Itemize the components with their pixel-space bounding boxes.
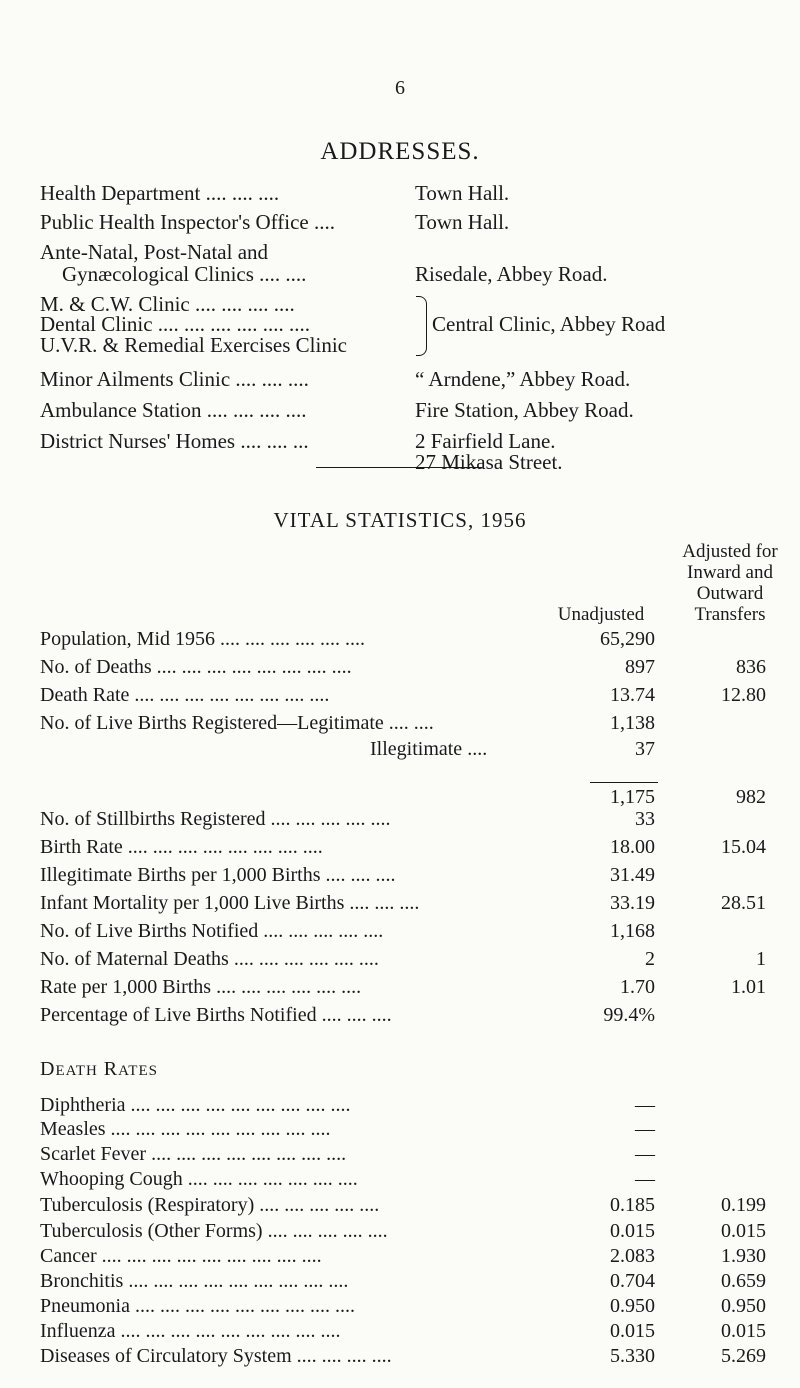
stat-unadjusted: 1,175 <box>610 786 655 808</box>
death-rate-unadjusted: — <box>635 1143 655 1165</box>
stat-label: Infant Mortality per 1,000 Live Births .... .... .... <box>40 892 420 914</box>
stat-unadjusted: 31.49 <box>610 864 655 886</box>
death-rate-unadjusted: 0.015 <box>610 1220 655 1242</box>
address-value: Town Hall. <box>415 181 510 205</box>
death-rate-adjusted: 0.199 <box>721 1194 766 1216</box>
stat-adjusted: 1.01 <box>731 976 766 998</box>
death-rate-label: Diphtheria .... .... .... .... .... .... .... .... .... <box>40 1094 351 1116</box>
death-rate-label: Pneumonia .... .... .... .... .... .... .... .... .... <box>40 1295 355 1317</box>
address-value: 27 Mikasa Street. <box>415 450 563 474</box>
death-rate-label: Diseases of Circulatory System .... .... .... .... <box>40 1345 392 1367</box>
address-label: M. & C.W. Clinic .... .... .... .... <box>40 292 295 316</box>
stat-label: No. of Live Births Notified .... .... .... .... .... <box>40 920 384 942</box>
death-rate-adjusted: 0.015 <box>721 1220 766 1242</box>
address-label: Public Health Inspector's Office .... <box>40 210 335 234</box>
address-value: “ Arndene,” Abbey Road. <box>415 367 631 391</box>
death-rate-unadjusted: — <box>635 1094 655 1116</box>
death-rate-adjusted: 0.659 <box>721 1270 766 1292</box>
stat-adjusted: 12.80 <box>721 684 766 706</box>
address-label: Gynæcological Clinics .... .... <box>62 262 307 286</box>
stat-adjusted: 836 <box>736 656 766 678</box>
stat-unadjusted: 33.19 <box>610 892 655 914</box>
stat-label: Illegitimate Births per 1,000 Births .... .... .... <box>40 864 396 886</box>
address-label: U.V.R. & Remedial Exercises Clinic <box>40 333 347 357</box>
death-rate-label: Whooping Cough .... .... .... .... .... .... .... <box>40 1168 358 1190</box>
column-header-adjusted: Inward and <box>687 562 773 583</box>
stat-label: No. of Stillbirths Registered .... .... .... .... .... <box>40 808 391 830</box>
death-rate-unadjusted: — <box>635 1118 655 1140</box>
stat-adjusted: 28.51 <box>721 892 766 914</box>
address-value: Town Hall. <box>415 210 510 234</box>
death-rate-label: Cancer .... .... .... .... .... .... .... .... .... <box>40 1245 322 1267</box>
stat-label: No. of Deaths .... .... .... .... .... .... .... .... <box>40 656 352 678</box>
addresses-heading: ADDRESSES. <box>320 138 480 165</box>
column-header-adjusted: Adjusted for <box>682 541 778 562</box>
stat-adjusted: 982 <box>736 786 766 808</box>
stat-unadjusted: 897 <box>625 656 655 678</box>
stat-unadjusted: 37 <box>635 738 655 760</box>
stat-label: Percentage of Live Births Notified .... .... .... <box>40 1004 392 1026</box>
column-header-adjusted: Outward <box>696 583 764 604</box>
death-rate-unadjusted: 0.950 <box>610 1295 655 1317</box>
page-number: 6 <box>395 77 405 99</box>
stat-adjusted: 15.04 <box>721 836 766 858</box>
stat-label: No. of Live Births Registered—Legitimate .... .... <box>40 712 434 734</box>
vital-statistics-title: VITAL STATISTICS, 1956 <box>273 508 527 532</box>
death-rate-label: Bronchitis .... .... .... .... .... .... .... .... .... <box>40 1270 349 1292</box>
death-rate-label: Scarlet Fever .... .... .... .... .... .... .... .... <box>40 1143 347 1165</box>
death-rates-heading: DEATH RATES <box>40 1058 158 1080</box>
death-rate-unadjusted: — <box>635 1168 655 1190</box>
address-value: 2 Fairfield Lane. <box>415 429 556 453</box>
address-label: Health Department .... .... .... <box>40 181 280 205</box>
address-value: Fire Station, Abbey Road. <box>415 398 634 422</box>
stat-unadjusted: 65,290 <box>600 628 655 650</box>
section-divider <box>316 467 482 468</box>
address-value: Risedale, Abbey Road. <box>415 262 608 286</box>
death-rate-adjusted: 0.015 <box>721 1320 766 1342</box>
stat-label: Death Rate .... .... .... .... .... .... .... .... <box>40 684 330 706</box>
brace-bracket <box>416 296 427 356</box>
death-rate-unadjusted: 0.015 <box>610 1320 655 1342</box>
stat-label: Rate per 1,000 Births .... .... .... .... .... .... <box>40 976 362 998</box>
stat-unadjusted: 99.4% <box>603 1004 655 1026</box>
address-value: Central Clinic, Abbey Road <box>432 312 666 336</box>
address-label: Dental Clinic .... .... .... .... .... .... <box>40 312 311 336</box>
death-rate-adjusted: 1.930 <box>721 1245 766 1267</box>
stat-unadjusted: 33 <box>635 808 655 830</box>
death-rate-unadjusted: 5.330 <box>610 1345 655 1367</box>
death-rate-label: Tuberculosis (Other Forms) .... .... .... .... .... <box>40 1220 388 1242</box>
stat-unadjusted: 2 <box>645 948 655 970</box>
stat-unadjusted: 1,138 <box>610 712 655 734</box>
address-label: Ambulance Station .... .... .... .... <box>40 398 307 422</box>
stat-unadjusted: 18.00 <box>610 836 655 858</box>
death-rate-unadjusted: 2.083 <box>610 1245 655 1267</box>
address-label: Minor Ailments Clinic .... .... .... <box>40 367 309 391</box>
death-rate-unadjusted: 0.185 <box>610 1194 655 1216</box>
stat-adjusted: 1 <box>756 948 766 970</box>
stat-label: Illegitimate .... <box>370 738 488 760</box>
stat-unadjusted: 13.74 <box>610 684 655 706</box>
address-label: Ante-Natal, Post-Natal and <box>40 240 269 264</box>
address-label: District Nurses' Homes .... .... ... <box>40 429 309 453</box>
stat-unadjusted: 1.70 <box>620 976 655 998</box>
death-rate-label: Measles .... .... .... .... .... .... .... .... .... <box>40 1118 331 1140</box>
stat-label: Population, Mid 1956 .... .... .... .... .... .... <box>40 628 366 650</box>
column-header-adjusted: Transfers <box>694 604 766 625</box>
stat-label: Birth Rate .... .... .... .... .... .... .... .... <box>40 836 323 858</box>
death-rate-label: Tuberculosis (Respiratory) .... .... .... .... .... <box>40 1194 380 1216</box>
death-rate-adjusted: 5.269 <box>721 1345 766 1367</box>
stat-unadjusted: 1,168 <box>610 920 655 942</box>
death-rate-label: Influenza .... .... .... .... .... .... .... .... .... <box>40 1320 341 1342</box>
death-rate-unadjusted: 0.704 <box>610 1270 655 1292</box>
death-rate-adjusted: 0.950 <box>721 1295 766 1317</box>
subtotal-rule <box>590 782 658 783</box>
column-header-unadjusted: Unadjusted <box>557 604 645 625</box>
stat-label: No. of Maternal Deaths .... .... .... .... .... .... <box>40 948 379 970</box>
